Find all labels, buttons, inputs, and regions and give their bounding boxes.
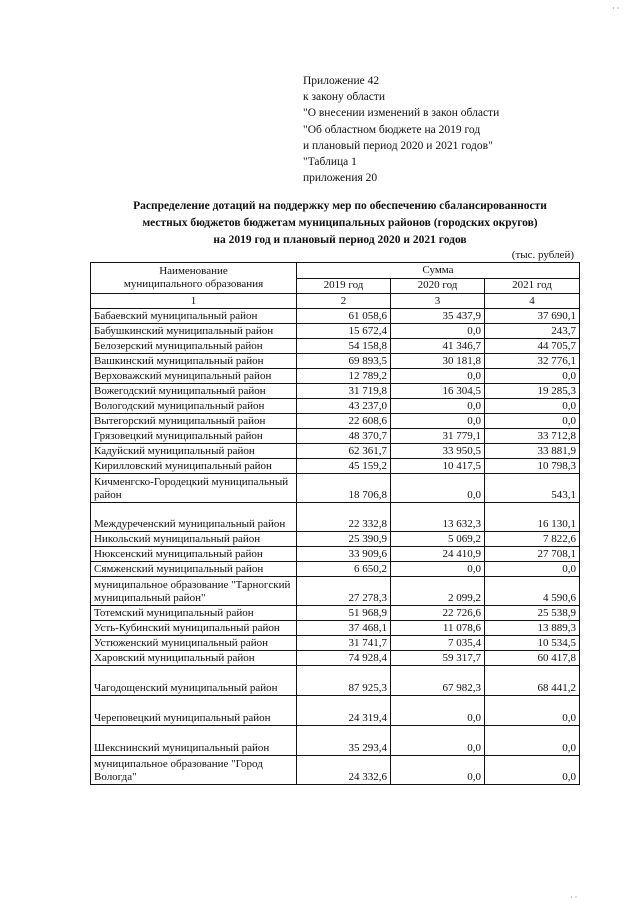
table-row: [91, 621, 580, 636]
table-row: [91, 756, 580, 785]
title-line: Распределение дотаций на поддержку мер по обеспечению сбалансированности: [133, 200, 547, 212]
table-row: [91, 636, 580, 651]
value-2021: 10 534,5: [485, 636, 580, 651]
value-2019: 74 928,4: [297, 651, 391, 666]
municipality-name: Вашкинский муниципальный район: [91, 354, 297, 369]
value-2020: 59 317,7: [391, 651, 485, 666]
scan-mark-top: · ·: [612, 4, 620, 13]
value-2020: 0,0: [391, 562, 485, 577]
value-2020: 41 346,7: [391, 339, 485, 354]
appendix-line: "Таблица 1: [303, 156, 357, 169]
value-2019: 22 332,8: [297, 503, 391, 532]
value-2021: 4 590,6: [485, 577, 580, 606]
value-2021: 25 538,9: [485, 606, 580, 621]
value-2020: 67 982,3: [391, 666, 485, 696]
header-sum-cell: Сумма: [297, 263, 580, 279]
value-2021: 33 712,8: [485, 429, 580, 444]
col-number: 1: [91, 294, 297, 309]
value-2020: 2 099,2: [391, 577, 485, 606]
municipality-name: Устюженский муниципальный район: [91, 636, 297, 651]
table-row: [91, 606, 580, 621]
value-2020: 0,0: [391, 369, 485, 384]
appendix-line: "Об областном бюджете на 2019 год: [303, 123, 481, 136]
value-2019: 62 361,7: [297, 444, 391, 459]
title-line: местных бюджетов бюджетам муниципальных районов (городских округов): [142, 217, 538, 229]
header-name-line2: муниципального образования: [123, 278, 264, 290]
value-2020: 13 632,3: [391, 503, 485, 532]
table-row: [91, 696, 580, 726]
value-2020: 11 078,6: [391, 621, 485, 636]
table-row: [91, 399, 580, 414]
title-line: на 2019 год и плановый период 2020 и 2021 годов: [213, 234, 467, 246]
municipality-name: Бабушкинский муниципальный район: [91, 324, 297, 339]
value-2021: 0,0: [485, 399, 580, 414]
value-2019: 33 909,6: [297, 547, 391, 562]
value-2020: 33 950,5: [391, 444, 485, 459]
value-2020: 0,0: [391, 414, 485, 429]
value-2021: 0,0: [485, 414, 580, 429]
value-2019: 22 608,6: [297, 414, 391, 429]
table-row: [91, 309, 580, 324]
header-name-cell: [91, 263, 297, 294]
value-2021: 10 798,3: [485, 459, 580, 474]
municipality-name: Шекснинский муниципальный район: [91, 726, 297, 756]
table-row: [91, 354, 580, 369]
value-2021: 0,0: [485, 756, 580, 785]
value-2019: 51 968,9: [297, 606, 391, 621]
table-row: [91, 384, 580, 399]
appendix-header: [303, 73, 603, 186]
table-row: [91, 726, 580, 756]
table-row: [91, 324, 580, 339]
table-row: [91, 444, 580, 459]
table-row: [91, 414, 580, 429]
value-2021: 27 708,1: [485, 547, 580, 562]
municipality-name: Чагодощенский муниципальный район: [91, 666, 297, 696]
municipality-name: муниципальное образование "Город Вологда": [91, 756, 297, 785]
table-row: [91, 459, 580, 474]
municipality-name: Вологодский муниципальный район: [91, 399, 297, 414]
municipality-name: муниципальное образование "Тарногский муниципальный район": [91, 577, 297, 606]
value-2021: 0,0: [485, 726, 580, 756]
value-2020: 5 069,2: [391, 532, 485, 547]
municipality-name: Тотемский муниципальный район: [91, 606, 297, 621]
value-2020: 0,0: [391, 696, 485, 726]
table-row: [91, 429, 580, 444]
value-2020: 22 726,6: [391, 606, 485, 621]
value-2019: 6 650,2: [297, 562, 391, 577]
table-row: [91, 577, 580, 606]
subsidy-table: [90, 262, 580, 785]
value-2019: 61 058,6: [297, 309, 391, 324]
value-2019: 87 925,3: [297, 666, 391, 696]
col-number: 2: [297, 294, 391, 309]
value-2021: 33 881,9: [485, 444, 580, 459]
value-2020: 31 779,1: [391, 429, 485, 444]
value-2021: 32 776,1: [485, 354, 580, 369]
value-2019: 31 741,7: [297, 636, 391, 651]
table-row: [91, 503, 580, 532]
municipality-name: Белозерский муниципальный район: [91, 339, 297, 354]
value-2019: 48 370,7: [297, 429, 391, 444]
value-2021: 243,7: [485, 324, 580, 339]
value-2019: 31 719,8: [297, 384, 391, 399]
value-2019: 27 278,3: [297, 577, 391, 606]
value-2021: 0,0: [485, 696, 580, 726]
municipality-name: Грязовецкий муниципальный район: [91, 429, 297, 444]
value-2021: 37 690,1: [485, 309, 580, 324]
table-row: [91, 547, 580, 562]
column-numbers-row: [91, 294, 580, 309]
appendix-line: Приложение 42: [303, 75, 380, 87]
col-number: 4: [485, 294, 580, 309]
municipality-name: Сямженский муниципальный район: [91, 562, 297, 577]
municipality-name: Кирилловский муниципальный район: [91, 459, 297, 474]
header-name-line1: Наименование: [159, 265, 228, 277]
header-2021: 2021 год: [485, 278, 580, 294]
value-2019: 24 319,4: [297, 696, 391, 726]
municipality-name: Вожегодский муниципальный район: [91, 384, 297, 399]
value-2021: 0,0: [485, 369, 580, 384]
value-2019: 43 237,0: [297, 399, 391, 414]
value-2019: 69 893,5: [297, 354, 391, 369]
table-row: [91, 532, 580, 547]
municipality-name: Череповецкий муниципальный район: [91, 696, 297, 726]
value-2021: 543,1: [485, 474, 580, 503]
municipality-name: Харовский муниципальный район: [91, 651, 297, 666]
appendix-line: к закону области: [303, 91, 386, 104]
municipality-name: Нюксенский муниципальный район: [91, 547, 297, 562]
value-2019: 15 672,4: [297, 324, 391, 339]
col-number: 3: [391, 294, 485, 309]
table-row: [91, 651, 580, 666]
value-2019: 45 159,2: [297, 459, 391, 474]
value-2019: 12 789,2: [297, 369, 391, 384]
value-2021: 19 285,3: [485, 384, 580, 399]
table-row: [91, 562, 580, 577]
value-2020: 0,0: [391, 324, 485, 339]
table-row: [91, 339, 580, 354]
municipality-name: Вытегорский муниципальный район: [91, 414, 297, 429]
value-2020: 0,0: [391, 474, 485, 503]
municipality-name: Усть-Кубинский муниципальный район: [91, 621, 297, 636]
header-2019: 2019 год: [297, 278, 391, 294]
table-row: [91, 474, 580, 503]
value-2021: 0,0: [485, 562, 580, 577]
municipality-name: Кичменгско-Городецкий муниципальный район: [91, 474, 297, 503]
scan-mark-bottom: · ·: [570, 893, 578, 902]
value-2021: 13 889,3: [485, 621, 580, 636]
table-row: [91, 666, 580, 696]
value-2020: 0,0: [391, 756, 485, 785]
municipality-name: Бабаевский муниципальный район: [91, 309, 297, 324]
value-2020: 10 417,5: [391, 459, 485, 474]
value-2019: 35 293,4: [297, 726, 391, 756]
value-2020: 35 437,9: [391, 309, 485, 324]
municipality-name: Междуреченский муниципальный район: [91, 503, 297, 532]
document-title: [80, 198, 600, 249]
header-2020: 2020 год: [391, 278, 485, 294]
value-2020: 7 035,4: [391, 636, 485, 651]
value-2021: 68 441,2: [485, 666, 580, 696]
value-2020: 0,0: [391, 726, 485, 756]
value-2021: 44 705,7: [485, 339, 580, 354]
municipality-name: Верховажский муниципальный район: [91, 369, 297, 384]
value-2019: 54 158,8: [297, 339, 391, 354]
municipality-name: Кадуйский муниципальный район: [91, 444, 297, 459]
value-2019: 25 390,9: [297, 532, 391, 547]
appendix-line: и плановый период 2020 и 2021 годов": [303, 139, 493, 152]
value-2020: 16 304,5: [391, 384, 485, 399]
table-row: [91, 369, 580, 384]
appendix-line: "О внесении изменений в закон области: [303, 107, 500, 120]
value-2020: 0,0: [391, 399, 485, 414]
value-2021: 60 417,8: [485, 651, 580, 666]
header-row: [91, 263, 580, 279]
value-2019: 24 332,6: [297, 756, 391, 785]
value-2021: 16 130,1: [485, 503, 580, 532]
value-2020: 30 181,8: [391, 354, 485, 369]
value-2021: 7 822,6: [485, 532, 580, 547]
unit-label: (тыс. рублей): [511, 249, 574, 261]
municipality-name: Никольский муниципальный район: [91, 532, 297, 547]
value-2019: 37 468,1: [297, 621, 391, 636]
value-2019: 18 706,8: [297, 474, 391, 503]
value-2020: 24 410,9: [391, 547, 485, 562]
appendix-line: приложения 20: [303, 172, 378, 185]
